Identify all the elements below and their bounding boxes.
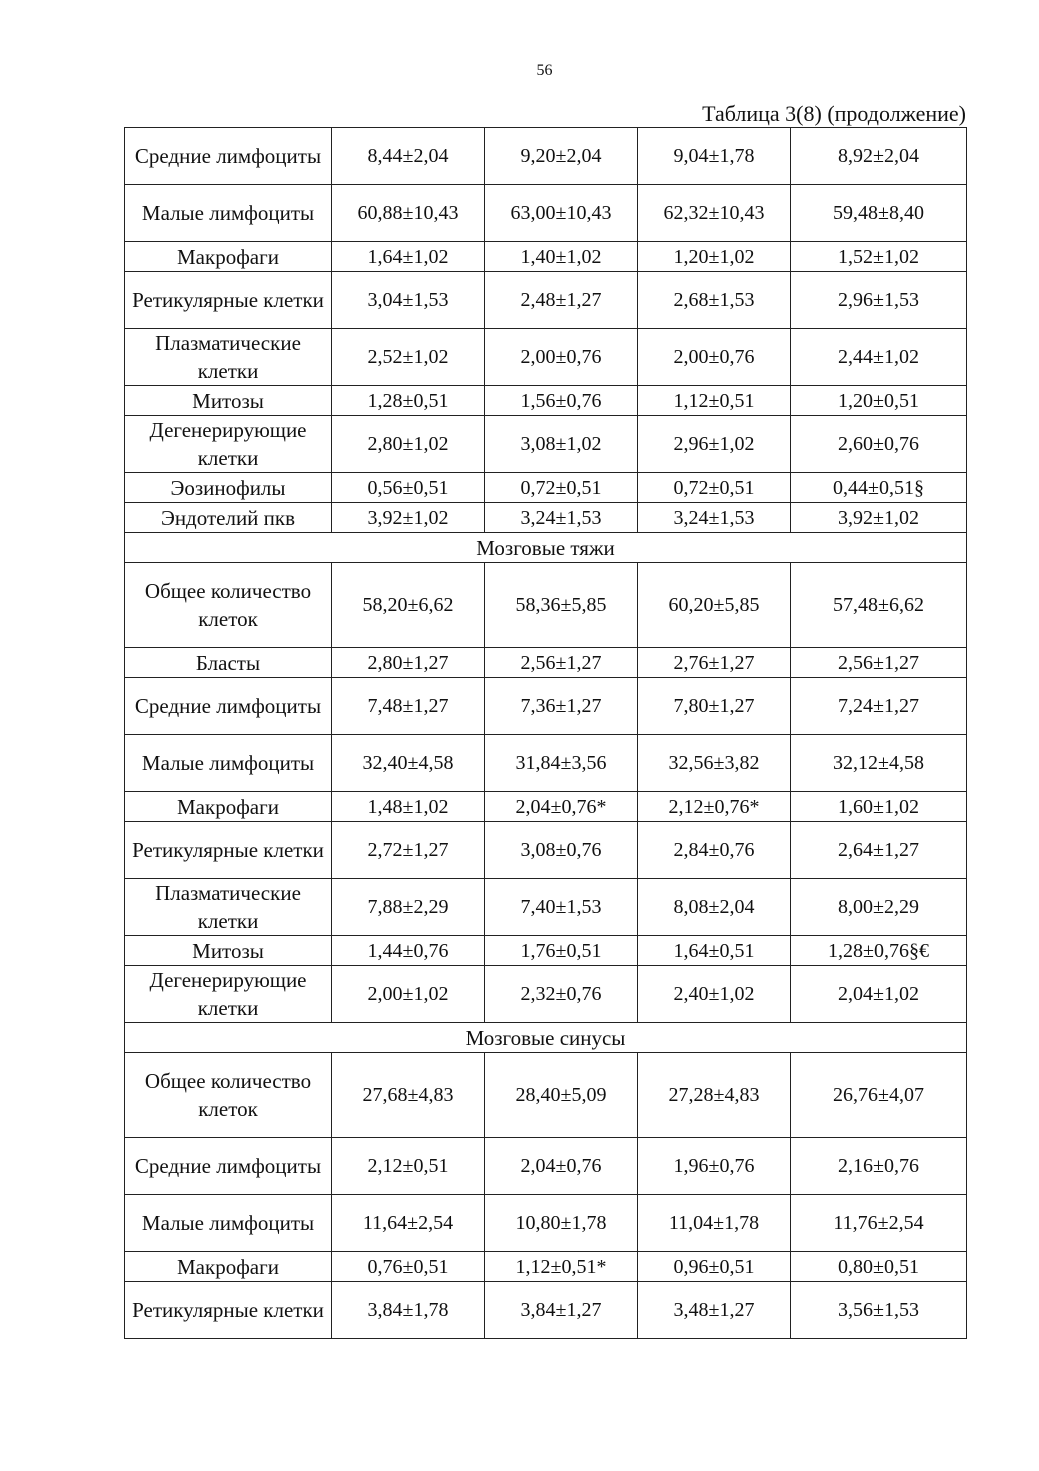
value-cell: 2,80±1,02: [332, 416, 485, 473]
value-cell: 1,12±0,51: [638, 386, 791, 416]
value-cell: 59,48±8,40: [791, 185, 967, 242]
value-cell: 3,04±1,53: [332, 272, 485, 329]
row-label: Митозы: [125, 386, 332, 416]
value-cell: 1,48±1,02: [332, 792, 485, 822]
row-label: Макрофаги: [125, 1252, 332, 1282]
table-row: [125, 822, 967, 879]
value-cell: 0,96±0,51: [638, 1252, 791, 1282]
value-cell: 0,72±0,51: [485, 473, 638, 503]
value-cell: 26,76±4,07: [791, 1053, 967, 1138]
table-row: [125, 1053, 967, 1138]
row-label: Плазматические клетки: [125, 879, 332, 936]
value-cell: 32,12±4,58: [791, 735, 967, 792]
row-label: Малые лимфоциты: [125, 185, 332, 242]
value-cell: 8,08±2,04: [638, 879, 791, 936]
table-row: [125, 416, 967, 473]
row-label: Общее количество клеток: [125, 563, 332, 648]
value-cell: 7,48±1,27: [332, 678, 485, 735]
value-cell: 28,40±5,09: [485, 1053, 638, 1138]
value-cell: 2,04±0,76: [485, 1138, 638, 1195]
value-cell: 2,00±1,02: [332, 966, 485, 1023]
value-cell: 1,64±1,02: [332, 242, 485, 272]
value-cell: 3,56±1,53: [791, 1282, 967, 1339]
value-cell: 7,40±1,53: [485, 879, 638, 936]
value-cell: 1,44±0,76: [332, 936, 485, 966]
value-cell: 7,88±2,29: [332, 879, 485, 936]
value-cell: 1,56±0,76: [485, 386, 638, 416]
value-cell: 2,44±1,02: [791, 329, 967, 386]
table-row: [125, 386, 967, 416]
row-label: Малые лимфоциты: [125, 735, 332, 792]
table-body: [125, 128, 967, 1339]
section-title: Мозговые синусы: [125, 1023, 967, 1053]
table-row: [125, 792, 967, 822]
table-row: [125, 879, 967, 936]
value-cell: 8,92±2,04: [791, 128, 967, 185]
value-cell: 32,56±3,82: [638, 735, 791, 792]
value-cell: 11,64±2,54: [332, 1195, 485, 1252]
value-cell: 60,20±5,85: [638, 563, 791, 648]
value-cell: 10,80±1,78: [485, 1195, 638, 1252]
table-row: [125, 563, 967, 648]
table-row: [125, 1195, 967, 1252]
value-cell: 2,60±0,76: [791, 416, 967, 473]
value-cell: 1,52±1,02: [791, 242, 967, 272]
value-cell: 2,16±0,76: [791, 1138, 967, 1195]
table-row: [125, 936, 967, 966]
row-label: Эндотелий пкв: [125, 503, 332, 533]
row-label: Ретикулярные клетки: [125, 272, 332, 329]
value-cell: 62,32±10,43: [638, 185, 791, 242]
table-row: [125, 966, 967, 1023]
table-row: [125, 678, 967, 735]
value-cell: 0,80±0,51: [791, 1252, 967, 1282]
table-row: [125, 329, 967, 386]
value-cell: 2,52±1,02: [332, 329, 485, 386]
value-cell: 3,84±1,27: [485, 1282, 638, 1339]
row-label: Ретикулярные клетки: [125, 1282, 332, 1339]
row-label: Бласты: [125, 648, 332, 678]
table-row: [125, 185, 967, 242]
row-label: Дегенерирующие клетки: [125, 966, 332, 1023]
value-cell: 2,56±1,27: [791, 648, 967, 678]
value-cell: 2,04±1,02: [791, 966, 967, 1023]
table-row: [125, 503, 967, 533]
value-cell: 2,68±1,53: [638, 272, 791, 329]
value-cell: 11,04±1,78: [638, 1195, 791, 1252]
table-row: [125, 648, 967, 678]
value-cell: 0,76±0,51: [332, 1252, 485, 1282]
table-caption: Таблица 3(8) (продолжение): [702, 101, 966, 126]
value-cell: 58,36±5,85: [485, 563, 638, 648]
value-cell: 0,72±0,51: [638, 473, 791, 503]
table-row: [125, 1138, 967, 1195]
value-cell: 2,12±0,76*: [638, 792, 791, 822]
row-label: Эозинофилы: [125, 473, 332, 503]
value-cell: 2,96±1,53: [791, 272, 967, 329]
value-cell: 60,88±10,43: [332, 185, 485, 242]
value-cell: 2,80±1,27: [332, 648, 485, 678]
value-cell: 2,84±0,76: [638, 822, 791, 879]
value-cell: 63,00±10,43: [485, 185, 638, 242]
value-cell: 3,84±1,78: [332, 1282, 485, 1339]
value-cell: 2,64±1,27: [791, 822, 967, 879]
section-header-row: [125, 1023, 967, 1053]
value-cell: 31,84±3,56: [485, 735, 638, 792]
table-row: [125, 1252, 967, 1282]
section-title: Мозговые тяжи: [125, 533, 967, 563]
row-label: Средние лимфоциты: [125, 678, 332, 735]
value-cell: 7,36±1,27: [485, 678, 638, 735]
value-cell: 0,44±0,51§: [791, 473, 967, 503]
row-label: Средние лимфоциты: [125, 128, 332, 185]
value-cell: 1,28±0,51: [332, 386, 485, 416]
section-header-row: [125, 533, 967, 563]
row-label: Макрофаги: [125, 792, 332, 822]
value-cell: 3,92±1,02: [791, 503, 967, 533]
value-cell: 7,80±1,27: [638, 678, 791, 735]
value-cell: 9,04±1,78: [638, 128, 791, 185]
value-cell: 2,32±0,76: [485, 966, 638, 1023]
value-cell: 9,20±2,04: [485, 128, 638, 185]
value-cell: 2,72±1,27: [332, 822, 485, 879]
value-cell: 11,76±2,54: [791, 1195, 967, 1252]
value-cell: 2,12±0,51: [332, 1138, 485, 1195]
value-cell: 1,64±0,51: [638, 936, 791, 966]
value-cell: 2,40±1,02: [638, 966, 791, 1023]
value-cell: 27,28±4,83: [638, 1053, 791, 1138]
table-row: [125, 242, 967, 272]
value-cell: 1,76±0,51: [485, 936, 638, 966]
value-cell: 8,00±2,29: [791, 879, 967, 936]
value-cell: 2,00±0,76: [485, 329, 638, 386]
value-cell: 3,24±1,53: [485, 503, 638, 533]
row-label: Дегенерирующие клетки: [125, 416, 332, 473]
value-cell: 2,00±0,76: [638, 329, 791, 386]
value-cell: 1,60±1,02: [791, 792, 967, 822]
value-cell: 2,04±0,76*: [485, 792, 638, 822]
table-row: [125, 473, 967, 503]
value-cell: 1,20±0,51: [791, 386, 967, 416]
page-number: 56: [536, 62, 553, 79]
value-cell: 3,08±0,76: [485, 822, 638, 879]
value-cell: 0,56±0,51: [332, 473, 485, 503]
table-row: [125, 1282, 967, 1339]
value-cell: 3,48±1,27: [638, 1282, 791, 1339]
row-label: Митозы: [125, 936, 332, 966]
row-label: Макрофаги: [125, 242, 332, 272]
table-row: [125, 272, 967, 329]
value-cell: 1,28±0,76§€: [791, 936, 967, 966]
value-cell: 1,12±0,51*: [485, 1252, 638, 1282]
value-cell: 57,48±6,62: [791, 563, 967, 648]
value-cell: 1,96±0,76: [638, 1138, 791, 1195]
value-cell: 27,68±4,83: [332, 1053, 485, 1138]
row-label: Малые лимфоциты: [125, 1195, 332, 1252]
value-cell: 32,40±4,58: [332, 735, 485, 792]
value-cell: 2,96±1,02: [638, 416, 791, 473]
row-label: Плазматические клетки: [125, 329, 332, 386]
value-cell: 2,48±1,27: [485, 272, 638, 329]
value-cell: 1,40±1,02: [485, 242, 638, 272]
data-table: [124, 127, 967, 1339]
row-label: Ретикулярные клетки: [125, 822, 332, 879]
value-cell: 8,44±2,04: [332, 128, 485, 185]
value-cell: 58,20±6,62: [332, 563, 485, 648]
value-cell: 2,56±1,27: [485, 648, 638, 678]
value-cell: 3,92±1,02: [332, 503, 485, 533]
table-row: [125, 128, 967, 185]
value-cell: 1,20±1,02: [638, 242, 791, 272]
row-label: Общее количество клеток: [125, 1053, 332, 1138]
table-row: [125, 735, 967, 792]
row-label: Средние лимфоциты: [125, 1138, 332, 1195]
value-cell: 3,08±1,02: [485, 416, 638, 473]
value-cell: 2,76±1,27: [638, 648, 791, 678]
value-cell: 7,24±1,27: [791, 678, 967, 735]
value-cell: 3,24±1,53: [638, 503, 791, 533]
